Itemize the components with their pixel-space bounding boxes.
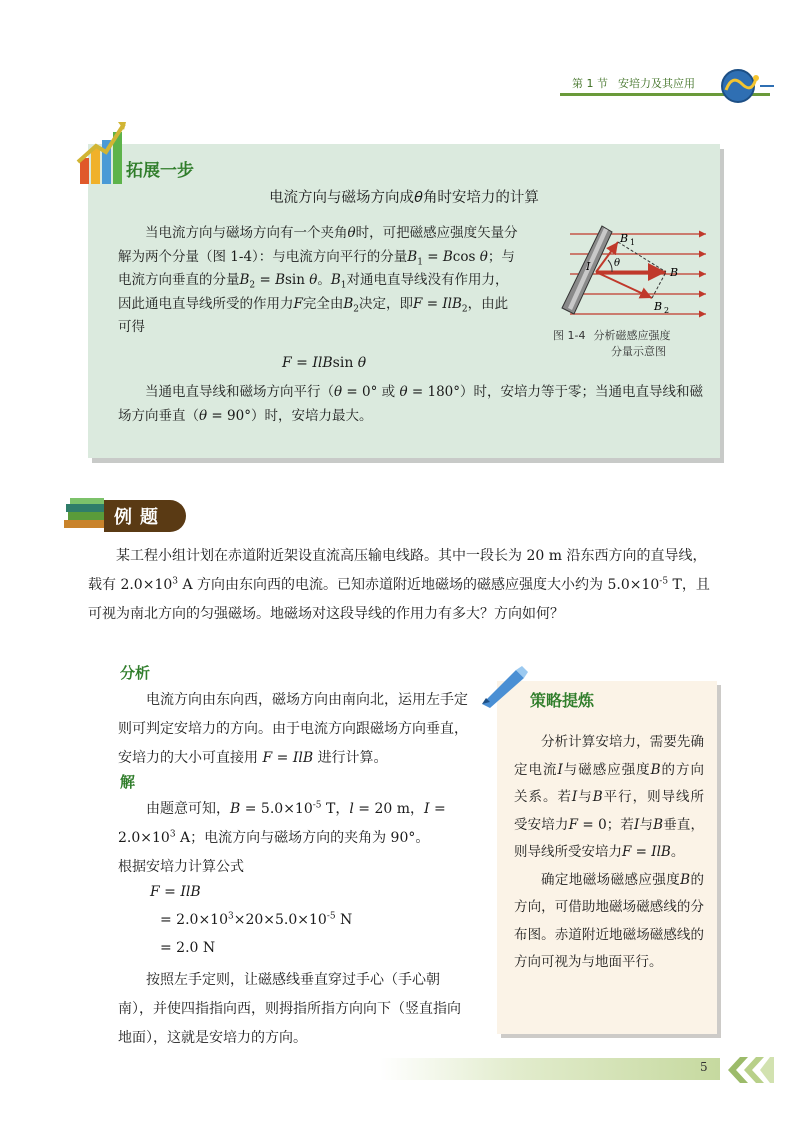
- chapter-logo-icon: [716, 66, 776, 106]
- solution-given: 由题意可知，$B = 5.0\times 10^{-5}$ T，l = 20 m，$I = 2.0\times 10^3$ A；电流方向与磁场方向的夹角为 90°。: [118, 800, 446, 846]
- running-header: [572, 75, 705, 91]
- solution-heading: 解: [120, 773, 136, 791]
- extension-paragraph-1: 当电流方向与磁场方向有一个夹角θ时，可把磁感应强度矢量分解为两个分量（图 1-4）：与电流方向平行的分量$B_1 = Bcos$ θ；与电流方向垂直的分量$B_2 = Bsin$ θ。$B_1$对通电直导线没有作用力，因此通电直导线所受的作用力F完全由$B_2$决定，即F = IlB$_2$，由此可得: [118, 225, 518, 336]
- label-B: B: [670, 266, 679, 279]
- strategy-paragraph-1: 分析计算安培力，需要先确定电流I与磁感应强度B的方向关系。若I与B平行，则导线所受安培力F = 0；若I与B垂直，则导线所受安培力F = IlB。: [514, 734, 705, 860]
- figure-caption: 图 1-4 分析磁感应强度 分量示意图: [553, 329, 671, 358]
- header-section: 第 1 节: [572, 77, 608, 90]
- solution-conclusion: 按照左手定则，让磁感线垂直穿过手心（手心朝南），并使四指指向西，则拇指所指方向向下（竖直指向地面），这就是安培力的方向。: [118, 972, 461, 1046]
- book-icon: [62, 494, 110, 534]
- header-title: 安培力及其应用: [618, 77, 695, 90]
- label-B2: B: [654, 300, 663, 313]
- label-I: I: [586, 260, 591, 273]
- solution-equation-3: = 2.0 N: [160, 940, 216, 956]
- extension-title-text-2: 角时安培力的计算: [422, 190, 539, 206]
- double-chevron-left-icon: [718, 1055, 774, 1085]
- extension-title-var: θ: [414, 190, 423, 206]
- page-number: 5: [700, 1060, 708, 1074]
- extension-paragraph-2: 当通电直导线和磁场方向平行（θ = 0° 或 θ = 180°）时，安培力等于零；当通电直导线和磁场方向垂直（θ = 90°）时，安培力最大。: [118, 384, 704, 424]
- example-problem: 某工程小组计划在赤道附近架设直流高压输电线路。其中一段长为 20 m 沿东西方向的直导线，载有 $2.0\times 10^3$ A 方向由东向西的电流。已知赤道附近地磁场的磁感应强度大小约为 $5.0\times 10^{-5}$ T，且可视为南北方向的匀强磁场。地磁场对这段导线的作用力有多大？方向如何？: [88, 548, 710, 622]
- label-theta: θ: [614, 258, 621, 269]
- solution-rule: 根据安培力计算公式: [118, 859, 244, 875]
- footer-bar: [380, 1058, 720, 1080]
- extension-heading: 拓展一步: [126, 161, 194, 181]
- analysis-heading: 分析: [120, 664, 151, 682]
- strategy-paragraph-2: 确定地磁场磁感应强度B的方向，可借助地磁场磁感线的分布图。赤道附近地磁场磁感线的方向可视为与地面平行。: [514, 871, 705, 970]
- extension-formula: F = IlBsin θ: [282, 355, 367, 371]
- solution-equation-1: F = IlB: [150, 884, 201, 900]
- strategy-text: [514, 729, 704, 977]
- solution-equation-2: = $2.0\times 10^3\times 20\times 5.0\times 10^{-5}$ N: [160, 911, 353, 928]
- magnetic-field-decomposition-figure: [556, 222, 716, 326]
- analysis-text: 电流方向由东向西，磁场方向由南向北，运用左手定则可判定安培力的方向。由于电流方向跟磁场方向垂直，安培力的大小可直接用 F = IlB 进行计算。: [118, 692, 468, 766]
- strategy-heading: 策略提炼: [530, 691, 595, 710]
- pen-icon: [478, 664, 530, 708]
- svg-text:2: 2: [664, 306, 670, 315]
- svg-text:1: 1: [630, 238, 636, 247]
- example-label: 例题: [114, 507, 166, 528]
- label-B1: B: [620, 232, 629, 245]
- growth-chart-icon: [74, 118, 128, 190]
- extension-title-text: 电流方向与磁场方向成: [269, 190, 415, 206]
- extension-title: [88, 186, 720, 207]
